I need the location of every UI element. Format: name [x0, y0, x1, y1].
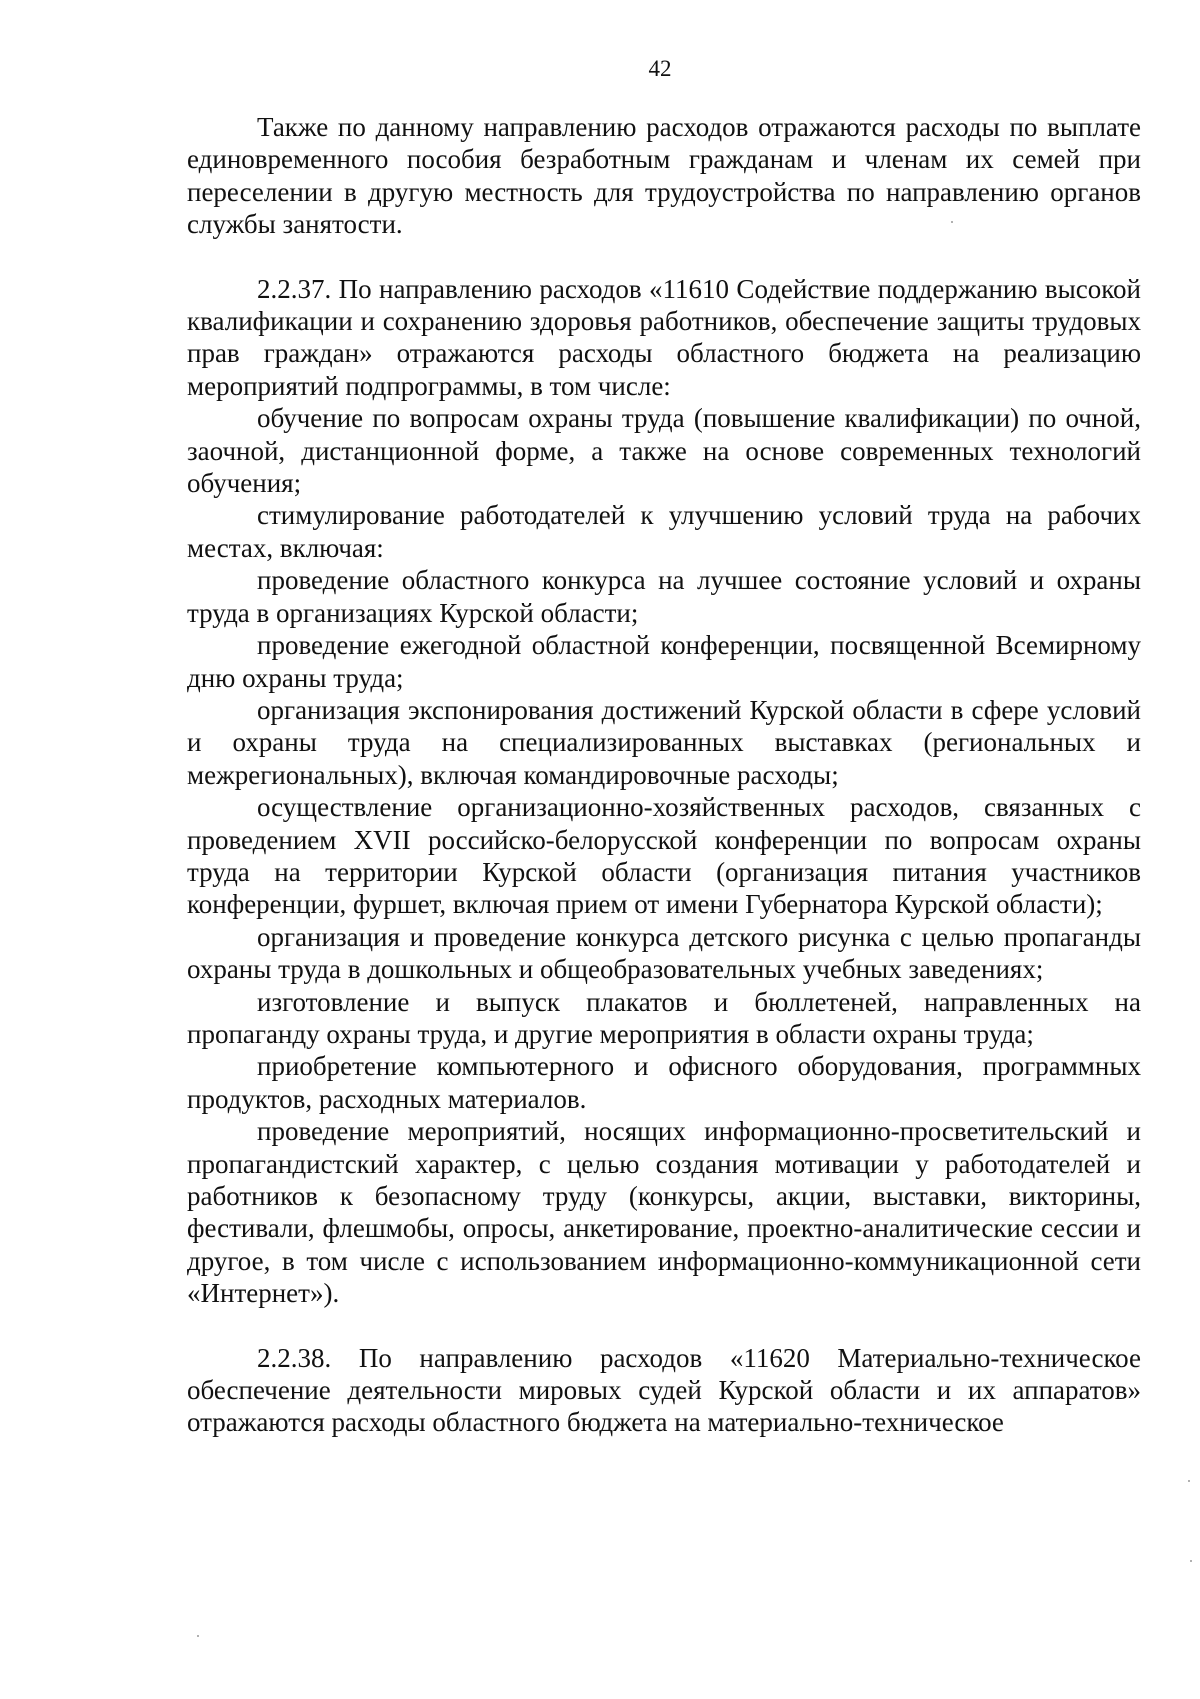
page-number: 42	[648, 56, 672, 81]
body-text	[187, 111, 1141, 1439]
paragraph-section-2-2-37: 2.2.37. По направлению расходов «11610 Содействие поддержанию высокой квалификации и сохранению здоровья работников, обеспечение защиты трудовых прав граждан» отражаются расходы областного бюджета на реализацию мероприятий подпрограммы, в том числе:	[187, 273, 1141, 401]
paragraph-section-2-2-38: 2.2.38. По направлению расходов «11620 Материально-техническое обеспечение деятельности мировых судей Курской области и их аппаратов» отражаются расходы областного бюджета на материально-техническое	[187, 1342, 1141, 1438]
list-item-awareness-events: проведение мероприятий, носящих информационно-просветительский и пропагандистский характер, с целью создания мотивации у работодателей и работников к безопасному труду (конкурсы, акции, выставки, викторины, фестивали, флешмобы, опросы, анкетирование, проектно-аналитические сессии и другое, в том числе с использованием информационно-коммуникационной сети «Интернет»).	[187, 1116, 1141, 1309]
paragraph-unemployment-allowance: Также по данному направлению расходов отражаются расходы по выплате единовременного пособия безработным гражданам и членам их семей при переселении в другую местность для трудоустройства по направлению органов службы занятости.	[187, 112, 1141, 240]
list-item-training: обучение по вопросам охраны труда (повышение квалификации) по очной, заочной, дистанционной форме, а также на основе современных технологий обучения;	[187, 403, 1141, 499]
list-item-exhibitions: организация экспонирования достижений Курской области в сфере условий и охраны труда на специализированных выставках (региональных и межрегиональных), включая командировочные расходы;	[187, 694, 1141, 790]
scan-speck	[1190, 1560, 1192, 1562]
scan-speck	[951, 221, 953, 223]
scan-speck	[1188, 1480, 1190, 1482]
list-item-annual-conference: проведение ежегодной областной конференции, посвященной Всемирному дню охраны труда;	[187, 630, 1141, 693]
list-item-xvii-conference: осуществление организационно-хозяйственных расходов, связанных с проведением XVII российско-белорусской конференции по вопросам охраны труда на территории Курской области (организация питания участников конференции, фуршет, включая прием от имени Губернатора Курской области);	[187, 792, 1141, 920]
list-item-regional-contest: проведение областного конкурса на лучшее состояние условий и охраны труда в организациях Курской области;	[187, 565, 1141, 628]
list-item-equipment-purchase: приобретение компьютерного и офисного оборудования, программных продуктов, расходных материалов.	[187, 1051, 1141, 1114]
list-item-posters-bulletins: изготовление и выпуск плакатов и бюллетеней, направленных на пропаганду охраны труда, и другие мероприятия в области охраны труда;	[187, 986, 1141, 1049]
scan-speck	[197, 1635, 199, 1637]
list-item-employer-incentives: стимулирование работодателей к улучшению условий труда на рабочих местах, включая:	[187, 500, 1141, 563]
list-item-children-drawing-contest: организация и проведение конкурса детского рисунка с целью пропаганды охраны труда в дошкольных и общеобразовательных учебных заведениях;	[187, 921, 1141, 985]
